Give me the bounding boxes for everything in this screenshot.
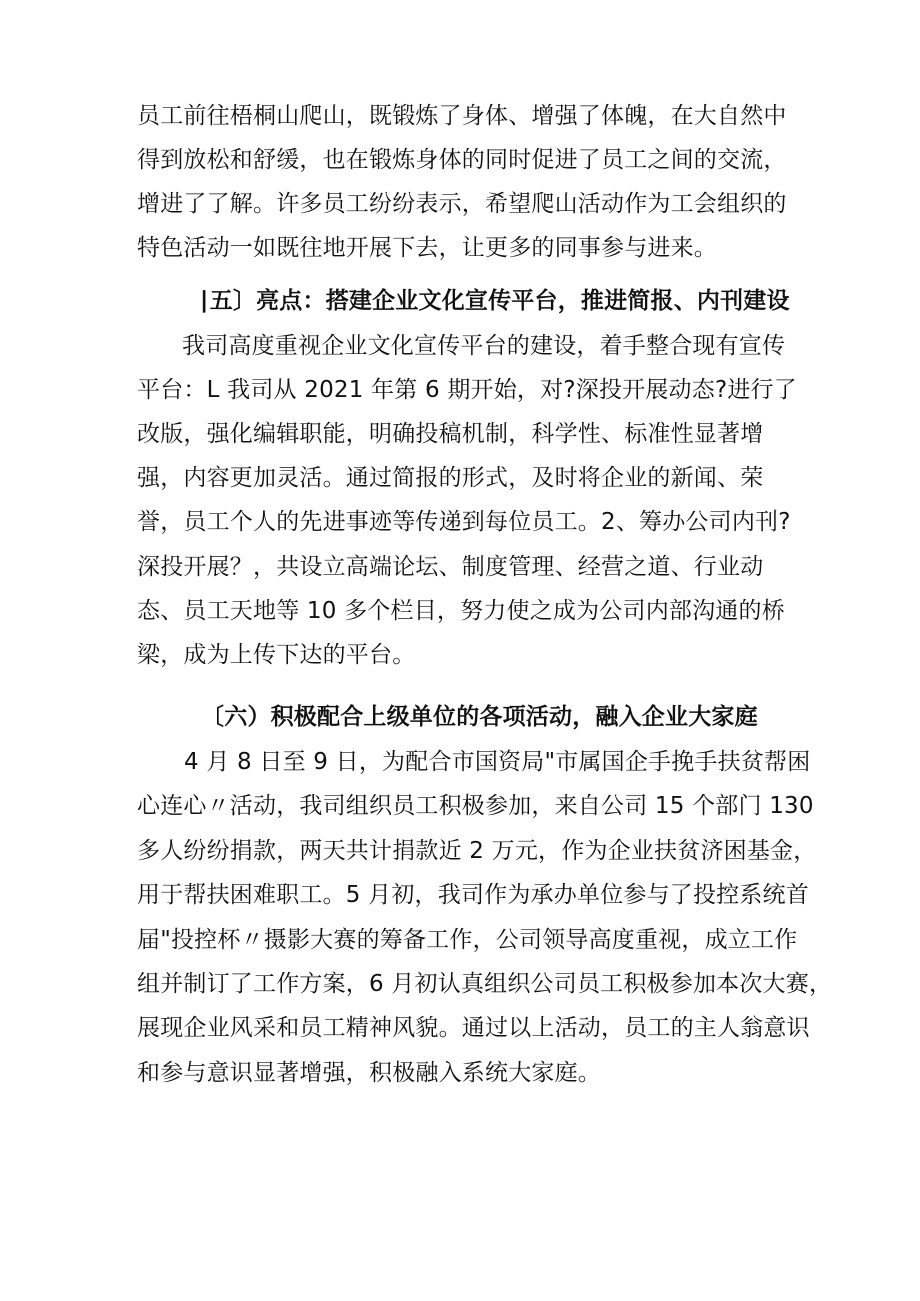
intro-paragraph-line-4: 特色活动一如既往地开展下去，让更多的同事参与进来。 bbox=[137, 235, 717, 261]
section6-paragraph-line-6: 组并制订了工作方案，6 月初认真组织公司员工积极参加本次大赛， bbox=[137, 971, 833, 997]
section5-paragraph-line-8: 梁，成为上传下达的平台。 bbox=[137, 642, 416, 668]
section5-paragraph-line-3: 改版，强化编辑职能，明确投稿机制，科学性、标准性显著增 bbox=[137, 421, 764, 447]
section5-heading: ∣五〕亮点：搭建企业文化宣传平台，推进简报、内刊建设 bbox=[198, 288, 790, 314]
intro-paragraph-line-2: 得到放松和舒缓，也在锻炼身体的同时促进了员工之间的交流， bbox=[137, 147, 787, 173]
section6-paragraph-line-2: 心连心〃活动，我司组织员工积极参加，来自公司 15 个部门 130 bbox=[137, 793, 814, 819]
section6-heading: 〔六）积极配合上级单位的各项活动，融入企业大家庭 bbox=[201, 704, 758, 730]
section5-paragraph-line-7: 态、员工天地等 10 多个栏目，努力使之成为公司内部沟通的桥 bbox=[137, 598, 785, 624]
section6-paragraph-line-3: 多人纷纷捐款，两天共计捐款近 2 万元，作为企业扶贫济困基金， bbox=[137, 838, 817, 864]
section5-paragraph-line-6: 深投开展？，共设立高端论坛、制度管理、经营之道、行业动 bbox=[137, 554, 764, 580]
section6-paragraph-line-1: 4 月 8 日至 9 日，为配合市国资局"市属国企手挽手扶贫帮困 bbox=[184, 749, 811, 775]
section5-paragraph-line-1: 我司高度重视企业文化宣传平台的建设，着手整合现有宣传 bbox=[182, 333, 786, 359]
section6-paragraph-line-8: 和参与意识显著增强，积极融入系统大家庭。 bbox=[137, 1060, 601, 1086]
section5-paragraph-line-5: 誉，员工个人的先进事迹等传递到每位员工。2、筹办公司内刊? bbox=[137, 509, 791, 535]
section5-paragraph-line-2: 平台：L 我司从 2021 年第 6 期开始，对?深投开展动态?进行了 bbox=[137, 377, 797, 403]
section6-paragraph-line-7: 展现企业风采和员工精神风貌。通过以上活动，员工的主人翁意识 bbox=[137, 1015, 810, 1041]
intro-paragraph-line-3: 增进了了解。许多员工纷纷表示，希望爬山活动作为工会组织的 bbox=[137, 191, 787, 217]
section5-paragraph-line-4: 强，内容更加灵活。通过简报的形式，及时将企业的新闻、荣 bbox=[137, 465, 764, 491]
section6-paragraph-line-5: 届"投控杯〃摄影大赛的筹备工作，公司领导高度重视，成立工作 bbox=[137, 927, 798, 953]
section6-paragraph-line-4: 用于帮扶困难职工。5 月初，我司作为承办单位参与了投控系统首 bbox=[137, 882, 809, 908]
intro-paragraph-line-1: 员工前往梧桐山爬山，既锻炼了身体、增强了体魄，在大自然中 bbox=[137, 103, 787, 129]
